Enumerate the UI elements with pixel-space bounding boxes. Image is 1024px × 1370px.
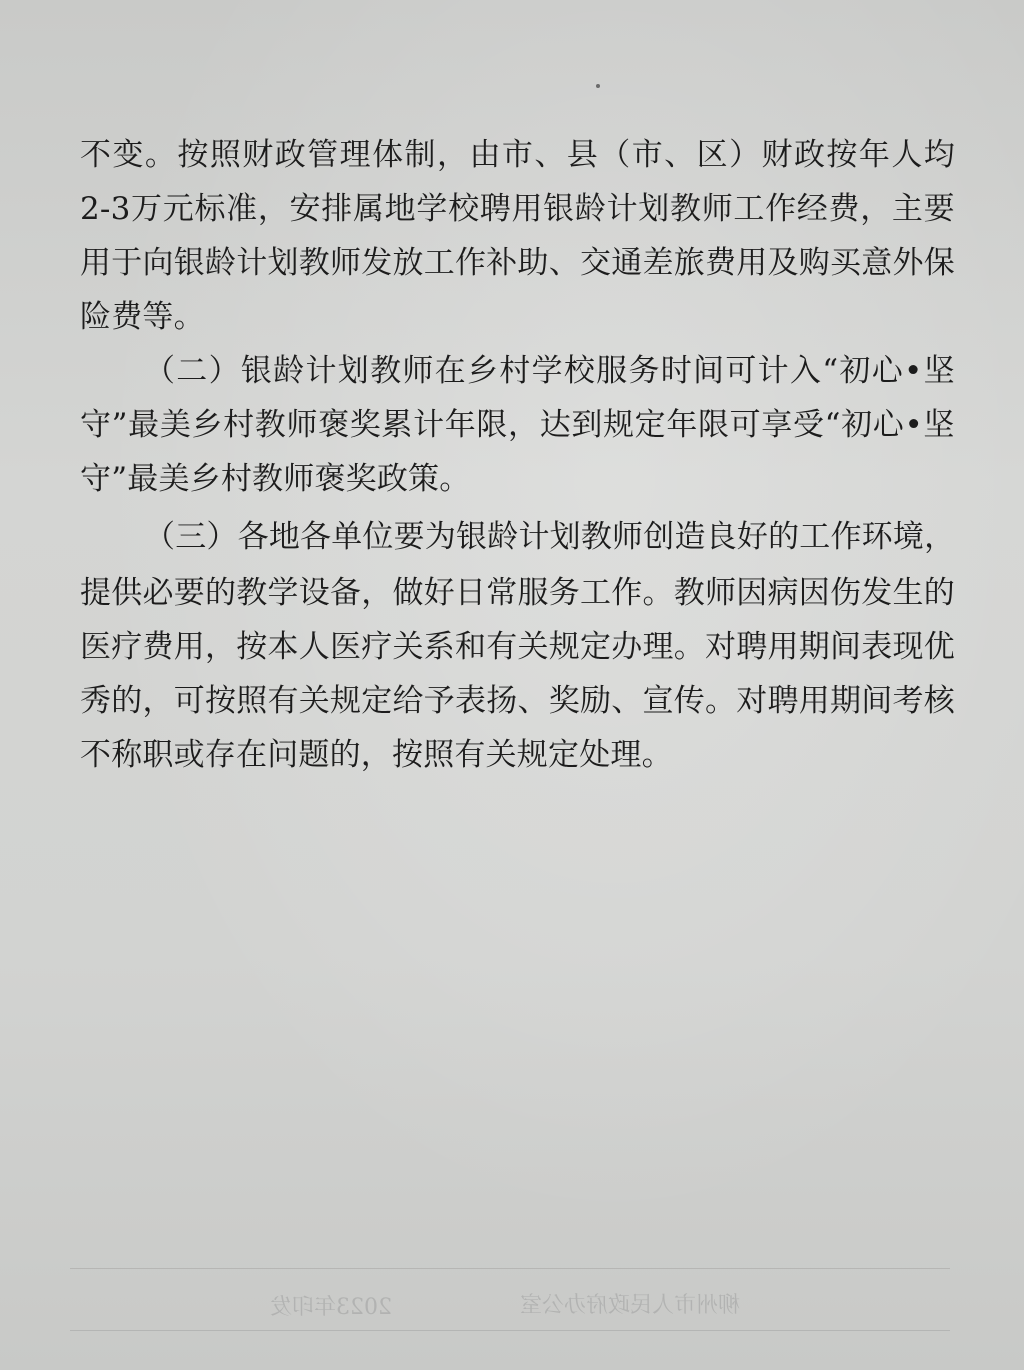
paragraph-3-line-5: 不称职或存在问题的，按照有关规定处理。 <box>80 737 673 773</box>
paragraph-2-line-1: （ 二 ） 银 龄 计 划 教 师 在 乡 村 学 校 服 务 时 间 可 计 入 “ 初 心 • 坚 <box>144 353 955 389</box>
paragraph-3-line-4: 秀 的 ， 可 按 照 有 关 规 定 给 予 表 扬 、 奖 励 、 宣 传 。 对 聘 用 期 间 考 核 <box>80 683 955 719</box>
paragraph-3-line-2: 提 供 必 要 的 教 学 设 备 ， 做 好 日 常 服 务 工 作 。 教 师 因 病 因 伤 发 生 的 <box>80 575 955 611</box>
footer-rule-top <box>70 1268 950 1269</box>
paragraph-2-line-2: 守 ” 最 美 乡 村 教 师 褒 奖 累 计 年 限 ， 达 到 规 定 年 限 可 享 受 “ 初 心 • 坚 <box>80 407 955 443</box>
footer-bleed-left: 柳州市人民政府办公室 <box>520 1293 741 1318</box>
footer-bleed-right: 2023年印发 <box>270 1295 392 1320</box>
paragraph-1-line-1: 不 变 。 按 照 财 政 管 理 体 制 ， 由 市 、 县 （ 市 、 区 ） 财 政 按 年 人 均 <box>80 137 955 173</box>
paper-speck <box>596 84 600 88</box>
paragraph-2-line-3: 守”最美乡村教师褒奖政策。 <box>80 461 471 497</box>
footer-rule-bottom <box>70 1330 950 1331</box>
paragraph-1-line-4: 险费等。 <box>80 299 205 335</box>
paragraph-1-line-3: 用 于 向 银 龄 计 划 教 师 发 放 工 作 补 助 、 交 通 差 旅 费 用 及 购 买 意 外 保 <box>80 245 955 281</box>
paragraph-3-line-1: （ 三 ） 各 地 各 单 位 要 为 银 龄 计 划 教 师 创 造 良 好 的 工 作 环 境 ， <box>144 519 956 555</box>
paragraph-3-line-3: 医 疗 费 用 ， 按 本 人 医 疗 关 系 和 有 关 规 定 办 理 。 对 聘 用 期 间 表 现 优 <box>80 629 955 665</box>
paragraph-1-line-2: 2-3 万 元 标 准 ， 安 排 属 地 学 校 聘 用 银 龄 计 划 教 师 工 作 经 费 ， 主 要 <box>80 191 955 227</box>
